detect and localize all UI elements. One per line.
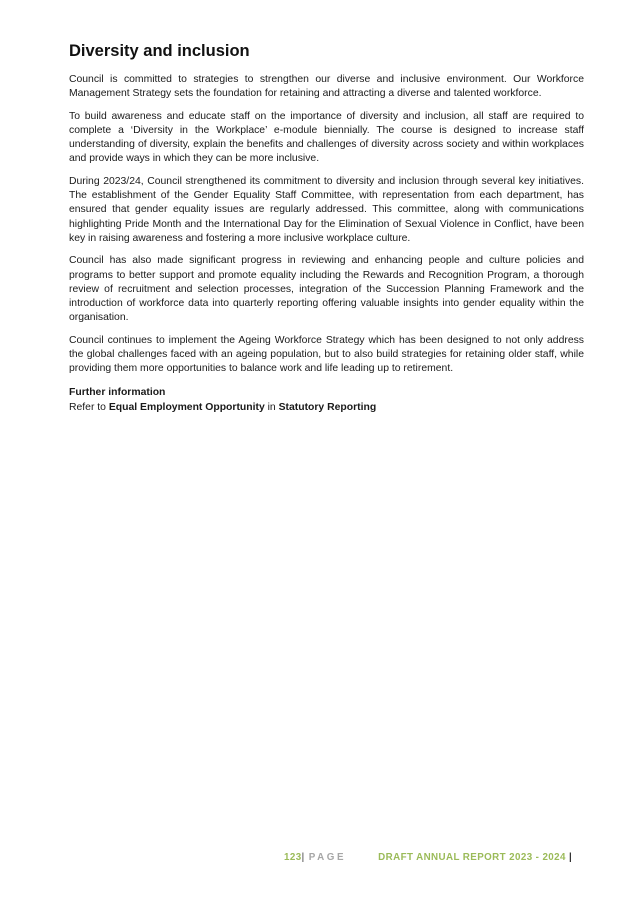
page-number: 123 bbox=[284, 852, 302, 863]
page-title: Diversity and inclusion bbox=[69, 42, 250, 60]
further-information-heading: Further information bbox=[69, 387, 166, 399]
paragraph-2: To build awareness and educate staff on the importance of diversity and inclusion, all staff are required to complete a ‘Diversity in the Workplace’ e-module biennially. The course is designed to increase staff understanding of diversity, explain the benefits and challenges of diversity across society and within workplaces and provide ways in which they can be more inclusive. bbox=[69, 110, 584, 165]
equal-employment-opportunity-reference: Equal Employment Opportunity bbox=[108, 401, 265, 413]
paragraph-5: Council continues to implement the Ageing Workforce Strategy which has been designed to not only address the global challenges faced with an ageing population, but to also build strategies for retaining older staff, while providing them more opportunities to balance work and life leading up to retirement. bbox=[69, 334, 584, 375]
further-middle: in bbox=[264, 401, 279, 413]
footer-separator: | bbox=[301, 852, 305, 863]
footer-end-separator: | bbox=[568, 852, 573, 863]
report-title: DRAFT ANNUAL REPORT 2023 - 2024 bbox=[378, 852, 566, 863]
paragraph-1: Council is committed to strategies to strengthen our diverse and inclusive environment. Our Workforce Management Strategy sets the foundation for retaining and attracting a diverse and talented workforce. bbox=[69, 74, 584, 100]
statutory-reporting-reference: Statutory Reporting bbox=[278, 401, 377, 413]
further-prefix: Refer to bbox=[69, 401, 109, 413]
paragraph-4: Council has also made significant progress in reviewing and enhancing people and culture policies and programs to better support and promote equality including the Rewards and Recognition Program, a thorough review of recruitment and selection processes, integration of the Succession Planning Framework and the introduction of workforce data into quarterly reporting offering valuable insights into gender equality within the organisation. bbox=[69, 255, 584, 324]
page-footer bbox=[284, 852, 584, 863]
paragraph-3: During 2023/24, Council strengthened its commitment to diversity and inclusion through several key initiatives. The establishment of the Gender Equality Staff Committee, with representation from each department, has ensured that gender equality issues are regularly addressed. This committee, along with communications highlighting Pride Month and the International Day for the Elimination of Sexual Violence in Conflict, have been key in raising awareness and fostering a more inclusive workplace culture. bbox=[69, 176, 584, 244]
further-information bbox=[69, 386, 584, 414]
page-label: PAGE bbox=[308, 852, 347, 863]
document-page bbox=[69, 42, 584, 415]
